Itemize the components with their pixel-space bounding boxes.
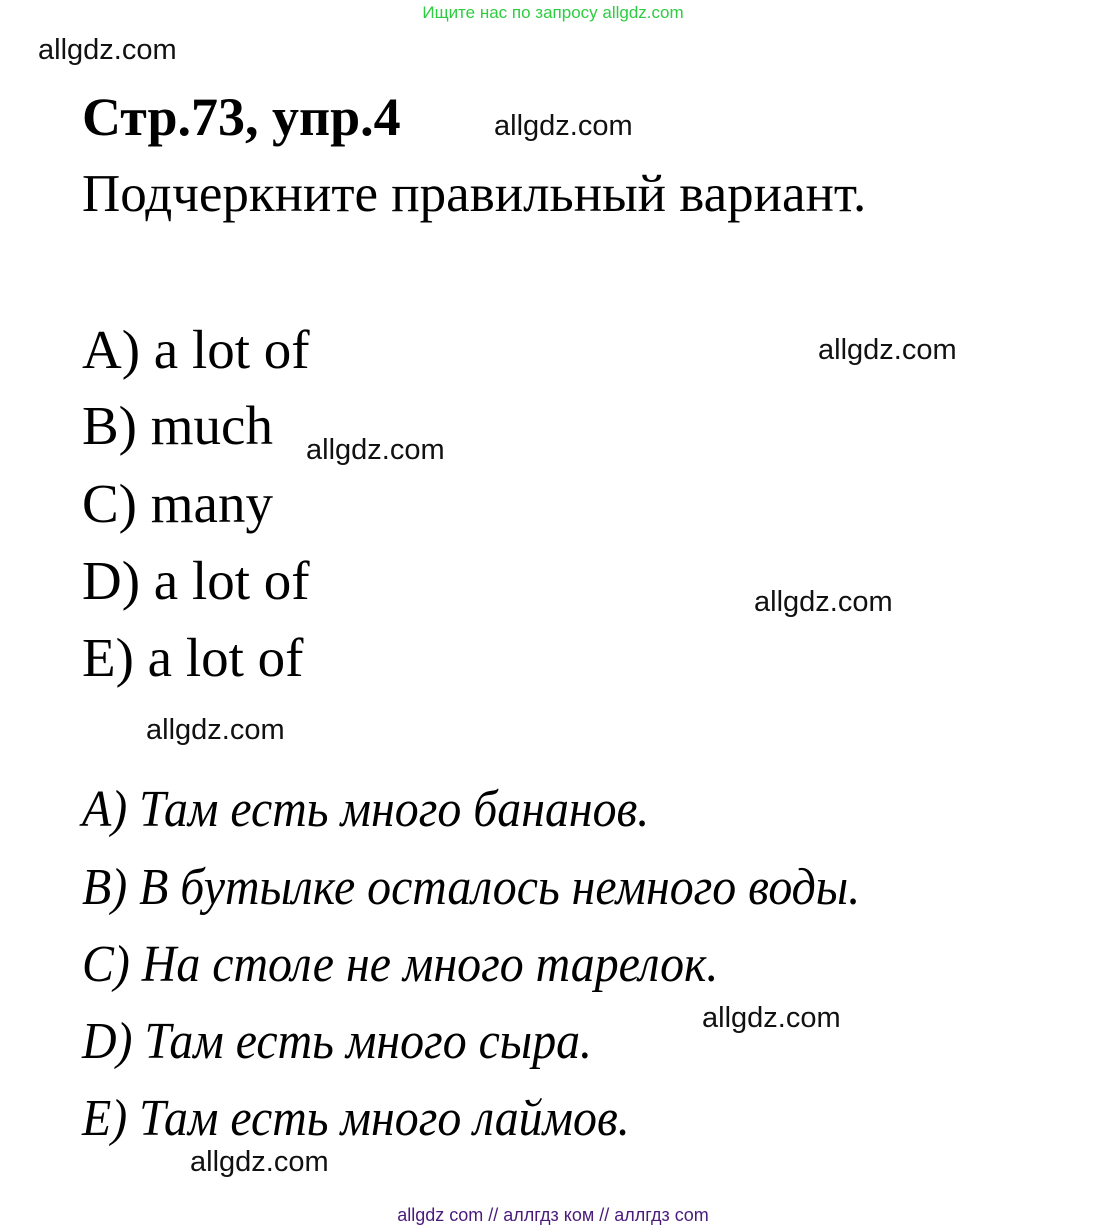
answer-c: C) many: [82, 473, 273, 534]
translation-a: A) Там есть много бананов.: [82, 781, 650, 838]
translation-b: B) В бутылке осталось немного воды.: [82, 859, 861, 916]
watermark: allgdz.com: [190, 1146, 329, 1178]
translation-e: E) Там есть много лаймов.: [82, 1090, 630, 1147]
answer-a: A) a lot of: [82, 319, 310, 380]
instruction-text: Подчеркните правильный вариант.: [82, 165, 867, 223]
translation-d: D) Там есть много сыра.: [82, 1013, 593, 1070]
watermark: allgdz.com: [818, 334, 957, 366]
watermark: allgdz.com: [494, 110, 633, 142]
translation-c: C) На столе не много тарелок.: [82, 936, 719, 993]
watermark: allgdz.com: [754, 586, 893, 618]
watermark: allgdz.com: [306, 434, 445, 466]
footer-links[interactable]: allgdz com // аллгдз ком // аллгдз com: [397, 1205, 709, 1225]
top-banner-link[interactable]: Ищите нас по запросу allgdz.com: [422, 3, 684, 22]
watermark: allgdz.com: [146, 714, 285, 746]
answer-b: B) much: [82, 395, 273, 456]
answer-e: E) a lot of: [82, 627, 304, 688]
watermark: allgdz.com: [702, 1002, 841, 1034]
watermark: allgdz.com: [38, 34, 177, 66]
answer-d: D) a lot of: [82, 550, 310, 611]
page-title: Стр.73, упр.4: [82, 87, 401, 147]
